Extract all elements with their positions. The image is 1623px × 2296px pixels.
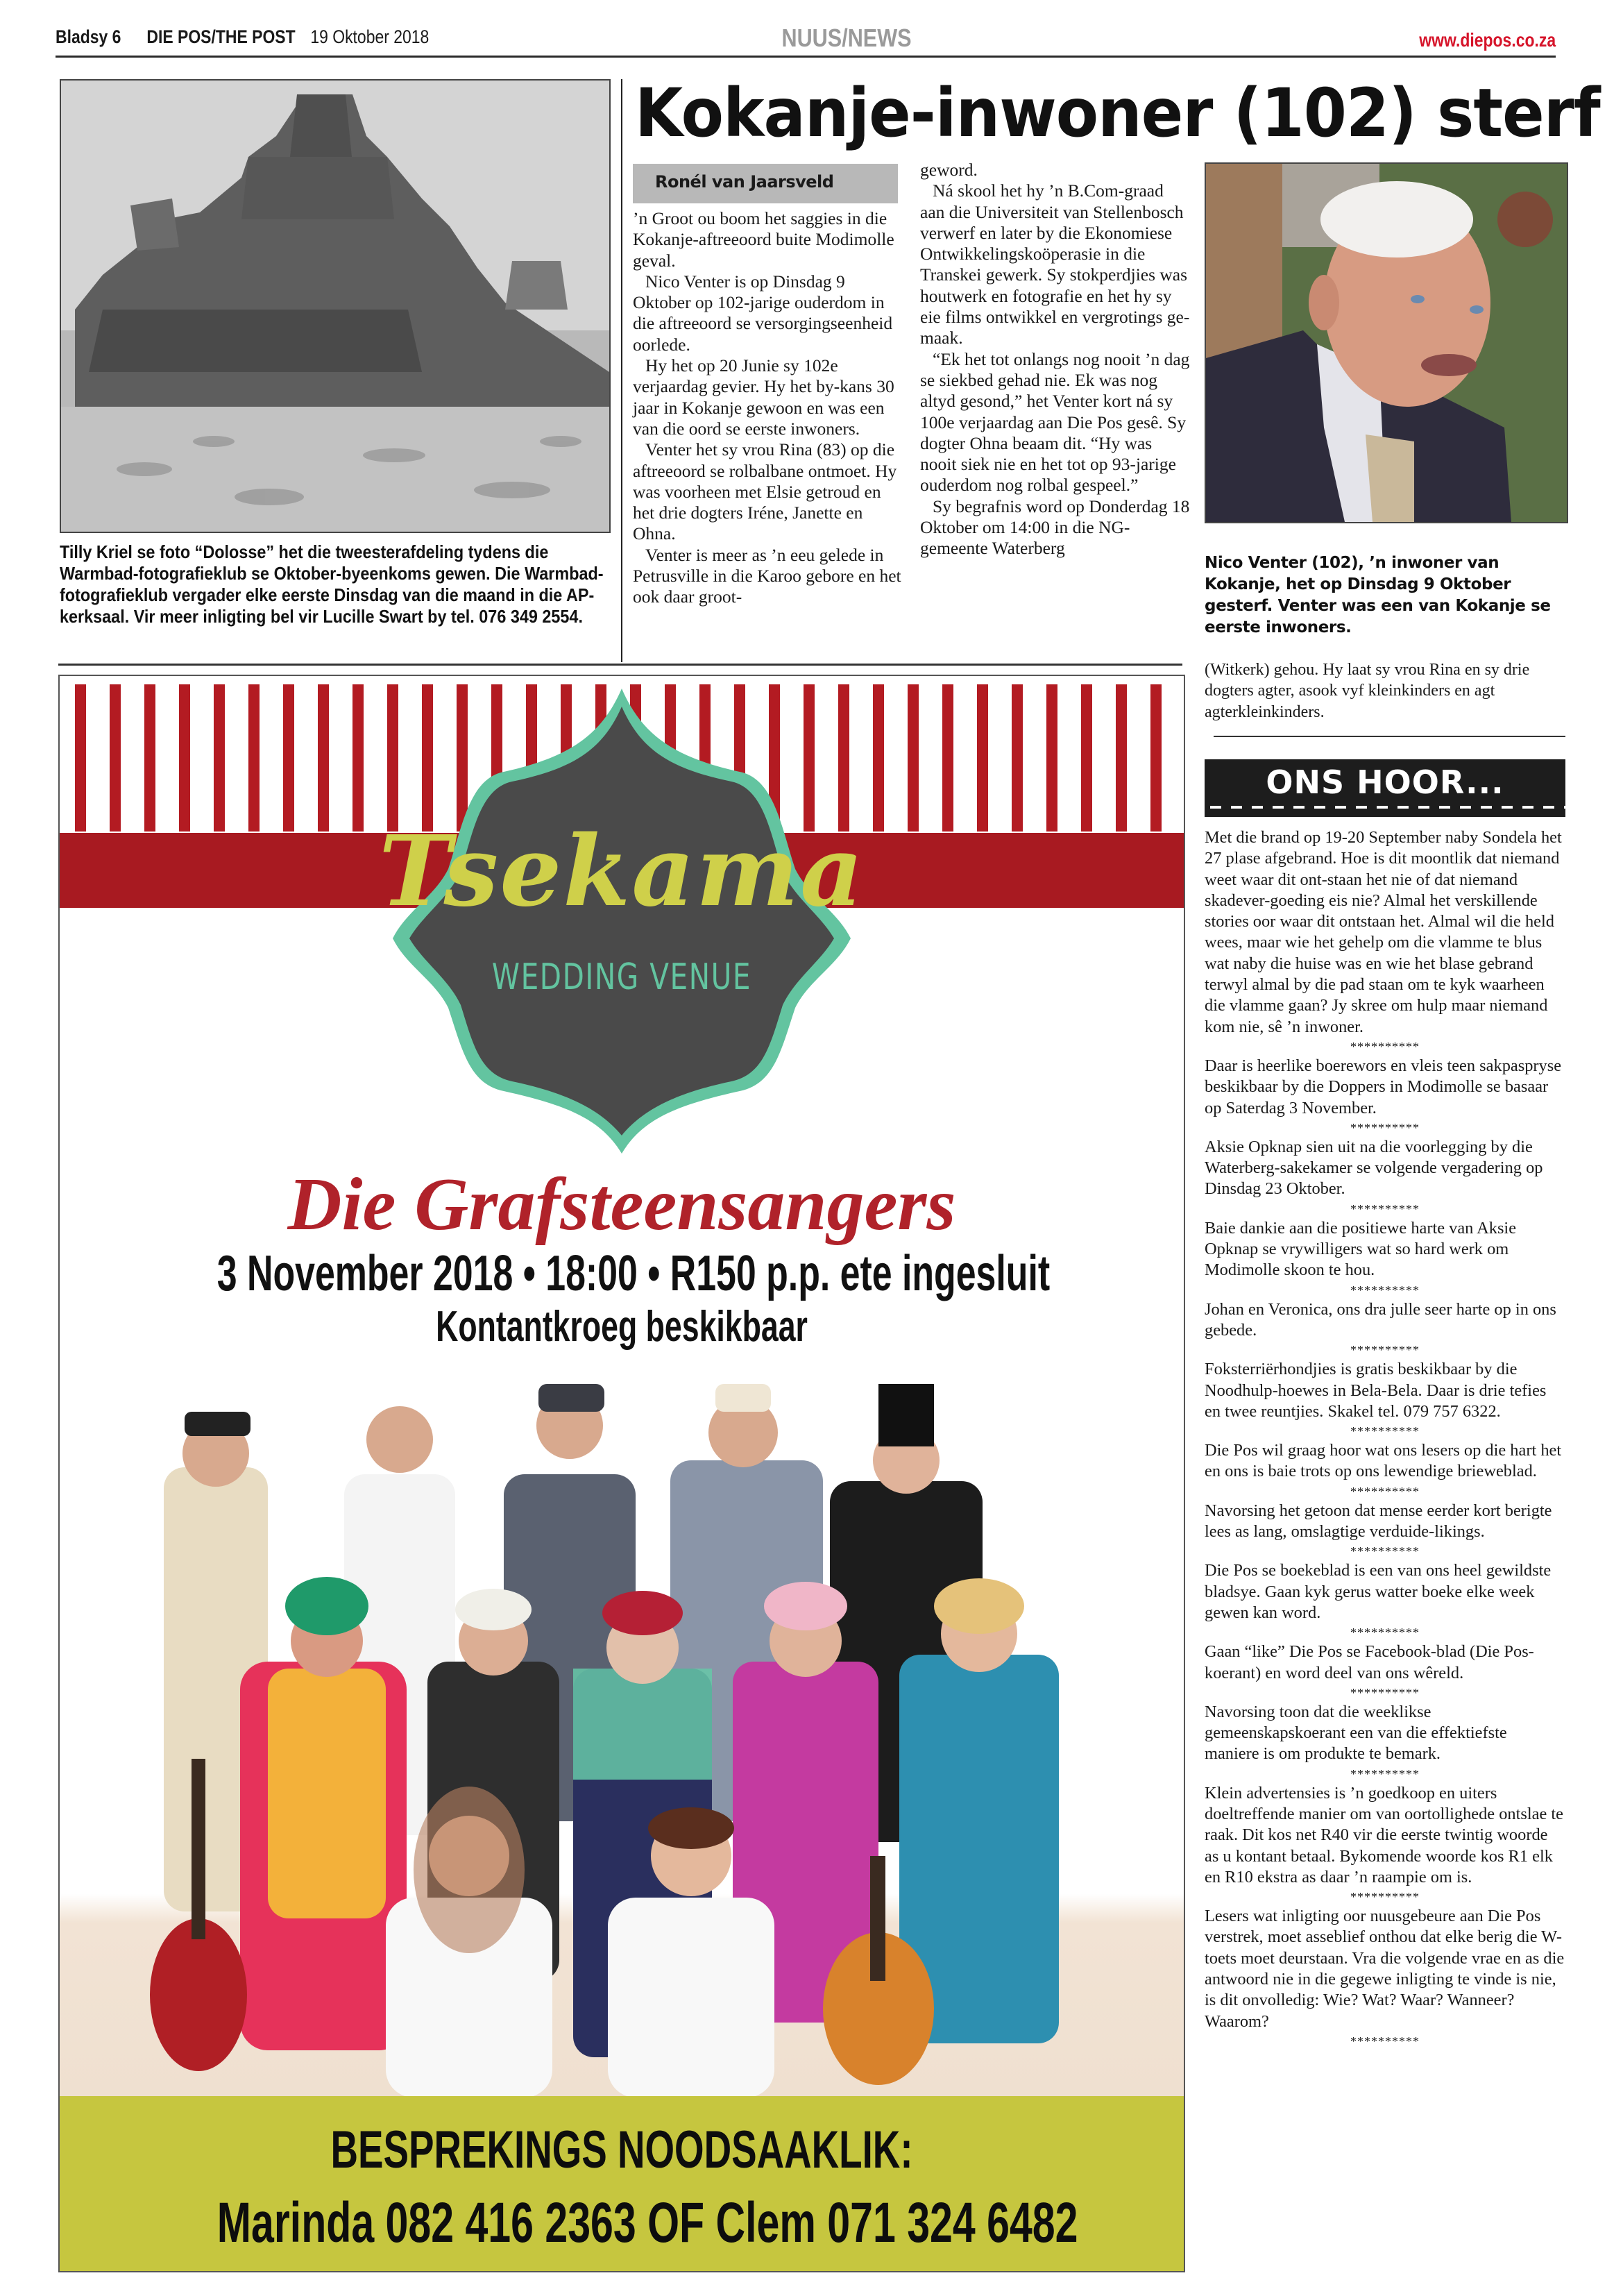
- news-brief: Navorsing het getoon dat mense eerder kort berigte lees as lang, omslagtige verduide-likings.: [1205, 1501, 1552, 1542]
- brief-separator: **********: [1350, 1766, 1420, 1781]
- article-paragraph: Hy het op 20 Junie sy 102e verjaardag gevier. Hy het by-kans 30 jaar in Kokanje gewoon en was een van die oord se eerste inwoners.: [633, 355, 894, 439]
- dashed-rule: [1210, 806, 1565, 809]
- brief-separator: **********: [1350, 1039, 1420, 1054]
- cast-illustration: [60, 1370, 1184, 2097]
- ons-hoor-title: ONS HOOR...: [1266, 763, 1504, 801]
- brief-separator: **********: [1350, 1343, 1420, 1358]
- brief-separator: **********: [1350, 1890, 1420, 1905]
- article-paragraph: Ná skool het hy ’n B.Com-graad aan die Universiteit van Stellenbosch verwerf en later by die Ekonomiese Ontwikkelingskoöperasie in die Transkei gewerk. Sy stokperdjies was houtwerk en fotografie en het hy sy eie films ontwikkel en vergrotings ge-maak.: [920, 180, 1190, 348]
- article-column-1: [633, 208, 903, 608]
- news-brief: Navorsing toon dat die weeklikse gemeenskapskoerant een van die effektiefste maniere is om produkte te bemark.: [1205, 1702, 1507, 1764]
- article-paragraph: Venter het sy vrou Rina (83) op die aftreeoord se rolbalbane ontmoet. Hy was voorheen met Elsie getroud en het drie dogters Iréne, Janette en Ohna.: [633, 439, 897, 544]
- section-label: NUUS/NEWS: [781, 24, 912, 52]
- masthead: [56, 25, 1556, 58]
- cash-bar-note: Kontantkroeg beskikbaar: [436, 1303, 808, 1351]
- venue-brand-name: Tsekama: [379, 815, 865, 929]
- brief-separator: **********: [1350, 1283, 1420, 1297]
- booking-band: [60, 2096, 1184, 2271]
- brief-separator: **********: [1350, 1544, 1420, 1559]
- issue-date: 19 Oktober 2018: [310, 26, 430, 47]
- rock-photo-caption: Tilly Kriel se foto “Dolosse” het die tweesterafdeling tydens die Warmbad-fotografieklub se Oktober-byeenkoms gewen. Die Warmbad-fotografieklub vergader elke eerste Dinsdag van die maand in die AP-kerksaal. Vir meer inligting bel vir Lucille Swart by tel. 076 349 2554.: [60, 541, 604, 627]
- brief-separator: **********: [1350, 1626, 1420, 1640]
- rock-photo-illustration: [61, 81, 609, 532]
- paper-name: DIE POS/THE POST: [146, 26, 296, 47]
- portrait-caption: Nico Venter (102), ’n inwoner van Kokanje, het op Dinsdag 9 Oktober gesterf. Venter was een van Kokanje se eerste inwoners.: [1205, 554, 1551, 636]
- brief-separator: **********: [1350, 2034, 1420, 2048]
- brief-separator: **********: [1350, 1120, 1420, 1135]
- brief-separator: **********: [1350, 1424, 1420, 1439]
- news-brief: Foksterriërhondjies is gratis beskikbaar by die Noodhulp-hoewes in Bela-Bela. Daar is drie tefies en twee reuntjies. Skakel tel. 079 757 6322.: [1205, 1360, 1547, 1421]
- article-paragraph: ’n Groot ou boom het saggies in die Kokanje-aftreeoord buite Modimolle geval.: [633, 208, 894, 271]
- sidebar-divider: [1214, 736, 1565, 737]
- article-paragraph: “Ek het tot onlangs nog nooit ’n dag se siekbed gehad nie. Ek was nog altyd gesond,” het Venter kort ná sy 100e verjaardag aan Die Pos gesê. Sy dogter Ohna beaam dit. “Hy was nooit siek nie en het tot op 93-jarige ouderdom nog rolbal gespeel.”: [920, 348, 1190, 496]
- news-brief: Klein advertensies is ’n goedkoop en uiters doeltreffende manier om van oortollighede ontslae te raak. Dit kos net R40 vir die eerste twintig woorde as u kontant betaal. Bykomende woorde kos R1 elk en R10 ekstra as daar ’n raampie om is.: [1205, 1783, 1563, 1886]
- brief-separator: **********: [1350, 1685, 1420, 1700]
- news-brief: Gaan “like” Die Pos se Facebook-blad (Die Pos-koerant) en word deel van ons wêreld.: [1205, 1642, 1534, 1682]
- news-brief: Johan en Veronica, ons dra julle seer harte op in ons gebede.: [1205, 1299, 1556, 1340]
- byline-box: [633, 164, 898, 203]
- article-paragraph: Sy begrafnis word op Donderdag 18 Oktober om 14:00 in die NG-gemeente Waterberg: [920, 496, 1190, 559]
- article-continuation: (Witkerk) gehou. Hy laat sy vrou Rina en sy drie dogters agter, asook vyf kleinkinders en agt agterkleinkinders.: [1205, 661, 1530, 721]
- brief-separator: **********: [1350, 1201, 1420, 1216]
- event-details: 3 November 2018 • 18:00 • R150 p.p. ete ingesluit: [216, 1246, 1051, 1301]
- news-brief: Lesers wat inligting oor nuusgebeure aan Die Pos verstrek, moet asseblief onthou dat elke berig die W-toets moet deurstaan. Vra die volgende vrae en as die antwoord nie in die gegewe inligting te vinde is nie, is dit onvolledig: Wie? Wat? Waar? Wanneer? Waarom?: [1205, 1907, 1565, 2031]
- brief-separator: **********: [1350, 1484, 1420, 1499]
- rock-formation-photo: [60, 79, 611, 533]
- ons-hoor-column: [1205, 827, 1565, 2050]
- booking-contacts[interactable]: Marinda 082 416 2363 OF Clem 071 324 6482: [216, 2191, 1078, 2254]
- byline-author: Ronél van Jaarsveld: [655, 172, 834, 192]
- news-brief: Die Pos wil graag hoor wat ons lesers op die hart het en ons is baie trots op ons lewendige brieweblad.: [1205, 1441, 1562, 1481]
- article-column-2: [920, 160, 1191, 559]
- page-number: Bladsy 6: [56, 26, 121, 47]
- section-divider: [58, 664, 1182, 666]
- news-brief: Baie dankie aan die positiewe harte van Aksie Opknap se vrywilligers wat so hard werk om Modimolle skoon te hou.: [1205, 1218, 1517, 1280]
- booking-heading: BESPREKINGS NOODSAAKLIK:: [330, 2120, 913, 2179]
- article-paragraph: Nico Venter is op Dinsdag 9 Oktober op 102-jarige ouderdom in die aftreeoord se versorgingseenheid oorlede.: [633, 271, 893, 355]
- website-link[interactable]: www.diepos.co.za: [1419, 29, 1556, 51]
- masthead-info: [56, 26, 429, 48]
- show-title: Die Grafsteensangers: [287, 1163, 956, 1246]
- ons-hoor-header: [1205, 759, 1565, 817]
- news-brief: Daar is heerlike boerewors en vleis teen sakpaspryse beskikbaar by die Doppers in Modimolle se basaar op Saterdag 3 November.: [1205, 1056, 1562, 1117]
- column-divider: [621, 79, 622, 662]
- portrait-illustration: [1206, 164, 1567, 522]
- article-headline: Kokanje-inwoner (102) sterf: [635, 74, 1600, 152]
- news-brief: Met die brand op 19-20 September naby Sondela het 27 plase afgebrand. Hoe is dit moontlik dat niemand weet waar dit ont-staan het nie of dat niemand skadever-goeding eis nie? Almal het verskillende stories oor waar dit ontstaan het. Almal wil die held wees, maar wie het gehelp om die vlamme te blus wat naby die huise was en wie het blase gebrand terwyl almal by die pad staan om te kyk waarheen die vlamme gaan? Jy skree om hulp maar niemand kom nie, sê ’n inwoner.: [1205, 828, 1562, 1036]
- cast-photo: [60, 1370, 1184, 2097]
- news-brief: Aksie Opknap sien uit na die voorlegging by die Waterberg-sakekamer se volgende vergadering op Dinsdag 23 Oktober.: [1205, 1137, 1543, 1199]
- portrait-photo: [1205, 162, 1568, 523]
- article-paragraph: Venter is meer as ’n eeu gelede in Petrusville in die Karoo gebore en het ook daar groot-: [633, 544, 901, 607]
- article-paragraph: geword.: [920, 160, 978, 180]
- news-brief: Die Pos se boekeblad is een van ons heel gewildste bladsye. Gaan kyk gerus watter boeke elke week gewen kan word.: [1205, 1561, 1552, 1622]
- wedding-venue-advert: [58, 675, 1185, 2272]
- venue-subtitle: WEDDING VENUE: [491, 956, 752, 998]
